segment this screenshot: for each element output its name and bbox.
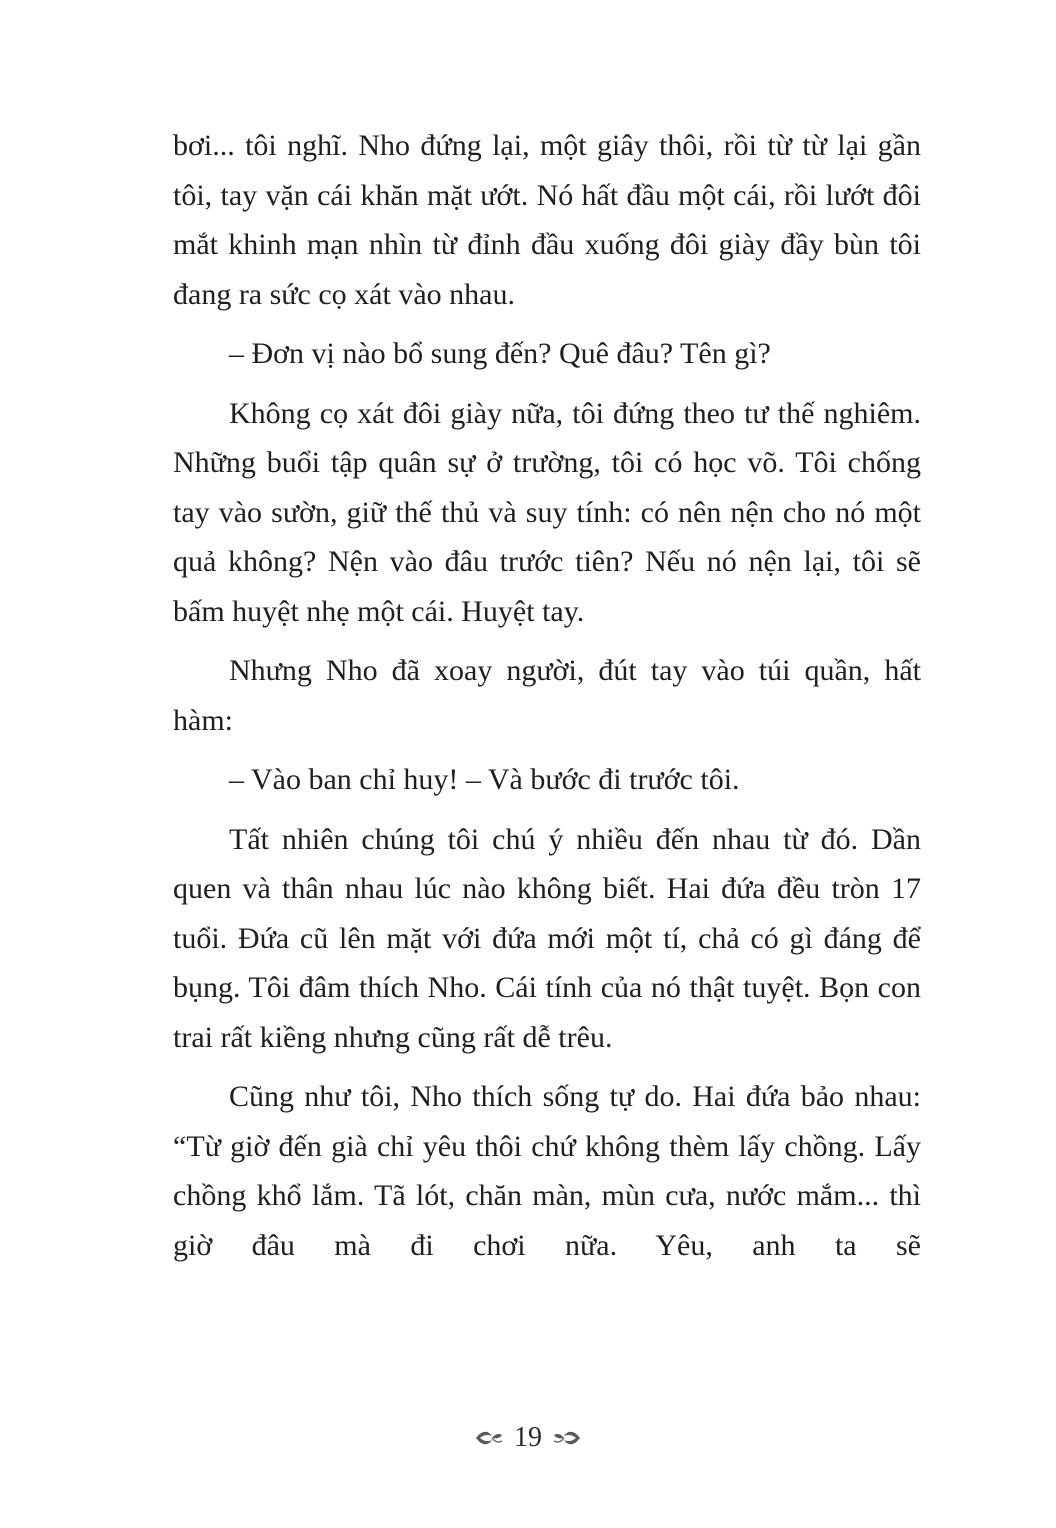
page-footer: [0, 1418, 1056, 1458]
paragraph: Không cọ xát đôi giày nữa, tôi đứng theo tư thế nghiêm. Những buổi tập quân sự ở trường, tôi có học võ. Tôi chống tay vào sườn, giữ thế thủ và suy tính: có nên nện cho nó một quả không? Nện vào đâu trước tiên? Nếu nó nện lại, tôi sẽ bấm huyệt nhẹ một cái. Huyệt tay.: [173, 396, 921, 628]
paragraph: Nhưng Nho đã xoay người, đút tay vào túi quần, hất hàm:: [173, 654, 921, 737]
paragraph: – Đơn vị nào bổ sung đến? Quê đâu? Tên gì?: [229, 337, 771, 370]
paragraph: – Vào ban chỉ huy! – Và bước đi trước tôi.: [229, 763, 740, 796]
paragraph: bơi... tôi nghĩ. Nho đứng lại, một giây thôi, rồi từ từ lại gần tôi, tay vặn cái khăn mặt ướt. Nó hất đầu một cái, rồi lướt đôi mắt khinh mạn nhìn từ đỉnh đầu xuống đôi giày đầy bùn tôi đang ra sức cọ xát vào nhau.: [173, 129, 921, 311]
paragraph: Tất nhiên chúng tôi chú ý nhiều đến nhau từ đó. Dần quen và thân nhau lúc nào không biết. Hai đứa đều tròn 17 tuổi. Đứa cũ lên mặt với đứa mới một tí, chả có gì đáng để bụng. Tôi đâm thích Nho. Cái tính của nó thật tuyệt. Bọn con trai rất kiềng nhưng cũng rất dễ trêu.: [173, 822, 921, 1054]
leaf-ornament-left-icon: [474, 1426, 504, 1450]
leaf-ornament-right-icon: [552, 1426, 582, 1450]
paragraph: Cũng như tôi, Nho thích sống tự do. Hai đứa bảo nhau: “Từ giờ đến già chỉ yêu thôi chứ không thèm lấy chồng. Lấy chồng khổ lắm. Tã lót, chăn màn, mùn cưa, nước mắm... thì giờ đâu mà đi chơi nữa. Yêu, anh ta sẽ: [173, 1080, 921, 1262]
page-body: [173, 121, 921, 1270]
page-number: 19: [514, 1422, 542, 1453]
